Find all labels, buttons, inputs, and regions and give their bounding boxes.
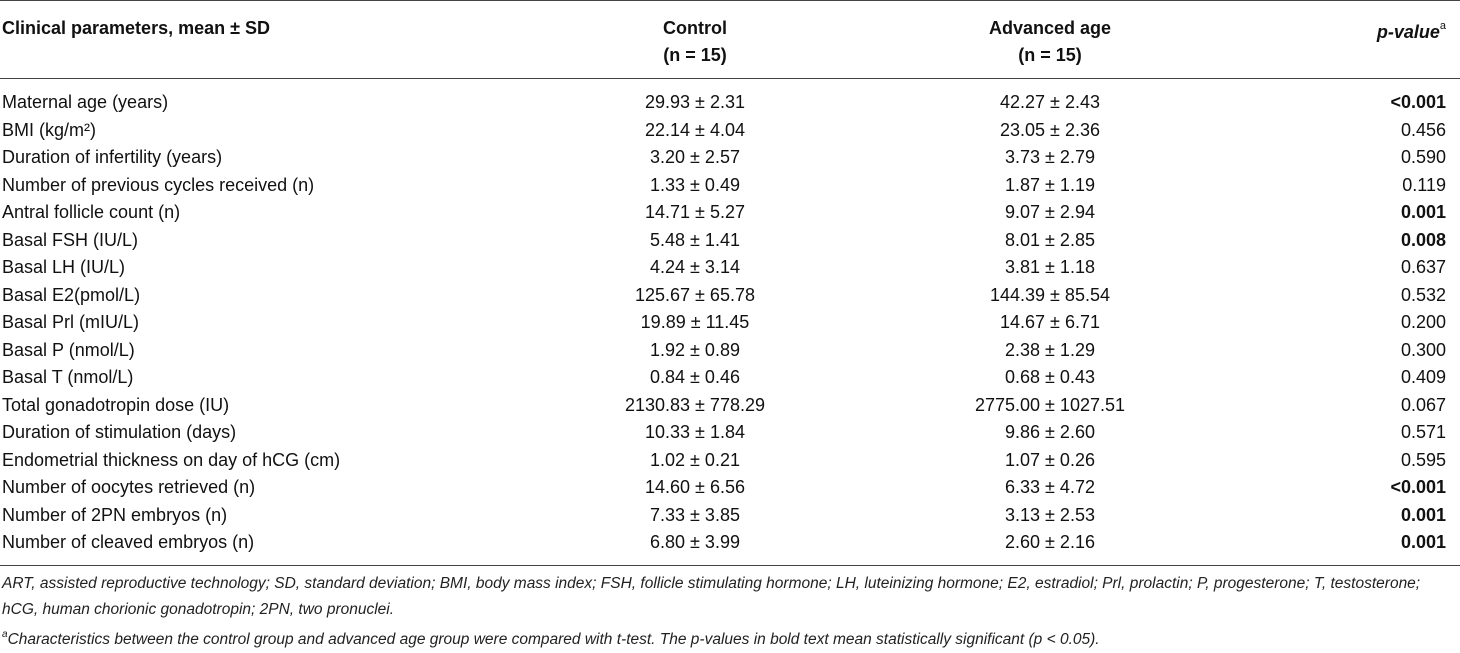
row-parameter: Duration of infertility (years) [2, 147, 223, 167]
table-row [0, 337, 1460, 365]
row-advanced-value: 2.38 ± 1.29 [1005, 339, 1095, 360]
row-control-value: 14.71 ± 5.27 [645, 202, 745, 222]
row-parameter: Basal P (nmol/L) [2, 339, 135, 360]
row-pvalue: 0.119 [1402, 174, 1446, 195]
row-pvalue: <0.001 [1390, 92, 1446, 112]
row-parameter: Endometrial thickness on day of hCG (cm) [2, 449, 341, 470]
row-advanced-value: 1.07 ± 0.26 [1005, 449, 1095, 470]
row-pvalue: 0.571 [1400, 422, 1446, 442]
row-advanced-value: 14.67 ± 6.71 [1000, 312, 1100, 332]
row-control-value: 1.92 ± 0.89 [650, 339, 740, 360]
table-row [0, 474, 1460, 502]
row-control-value: 19.89 ± 11.45 [640, 312, 750, 332]
table-row [0, 144, 1460, 172]
row-parameter: Basal LH (IU/L) [2, 257, 126, 277]
row-control-value: 4.24 ± 3.14 [650, 257, 740, 277]
row-control-value: 10.33 ± 1.84 [645, 422, 745, 442]
row-control-value: 7.33 ± 3.85 [650, 504, 740, 525]
row-pvalue: 0.001 [1400, 504, 1446, 525]
row-parameter: Number of oocytes retrieved (n) [2, 477, 256, 497]
row-pvalue: <0.001 [1390, 477, 1446, 497]
row-advanced-value: 2775.00 ± 1027.51 [974, 394, 1125, 415]
table-row [0, 309, 1460, 337]
row-pvalue: 0.532 [1400, 284, 1446, 305]
table-row [0, 502, 1460, 530]
row-control-value: 125.67 ± 65.78 [635, 284, 755, 305]
header-pvalue-footnote-marker: a [1439, 20, 1446, 32]
row-parameter: Maternal age (years) [2, 92, 169, 112]
row-pvalue: 0.067 [1400, 394, 1446, 415]
row-pvalue: 0.001 [1235, 529, 1460, 565]
row-control-value: 0.84 ± 0.46 [650, 367, 740, 387]
row-pvalue: 0.300 [1400, 339, 1446, 360]
row-advanced-value: 0.68 ± 0.43 [1005, 367, 1095, 387]
row-parameter: Basal E2(pmol/L) [2, 284, 141, 305]
table-row [0, 199, 1460, 227]
header-pvalue [1235, 1, 1460, 79]
row-control-value: 6.80 ± 3.99 [525, 529, 865, 565]
row-pvalue: 0.008 [1400, 229, 1446, 250]
row-advanced-value: 3.81 ± 1.18 [1005, 257, 1095, 277]
row-pvalue: 0.200 [1400, 312, 1446, 332]
row-parameter: Number of 2PN embryos (n) [2, 504, 228, 525]
row-advanced-value: 2.60 ± 2.16 [865, 529, 1235, 565]
header-advanced-n: (n = 15) [1018, 45, 1082, 65]
table-row [0, 254, 1460, 282]
header-control-label: Control [663, 18, 727, 38]
table-row [0, 282, 1460, 310]
row-parameter: Number of previous cycles received (n) [2, 174, 315, 195]
footnote-note-text: Characteristics between the control group and advanced age group were compared with t-test. The p-values in bold text mean statistically significant (p < 0.05). [7, 631, 1100, 649]
row-control-value: 1.33 ± 0.49 [650, 174, 740, 195]
table-row [0, 117, 1460, 145]
row-parameter: Basal T (nmol/L) [2, 367, 134, 387]
row-pvalue: 0.590 [1400, 147, 1446, 167]
row-advanced-value: 6.33 ± 4.72 [1005, 477, 1095, 497]
row-pvalue: 0.001 [1400, 202, 1446, 222]
row-advanced-value: 1.87 ± 1.19 [1005, 174, 1095, 195]
table-footnotes [2, 571, 1452, 653]
row-advanced-value: 3.73 ± 2.79 [1005, 147, 1095, 167]
row-parameter: Duration of stimulation (days) [2, 422, 237, 442]
table-header [0, 1, 1460, 79]
header-advanced-label: Advanced age [988, 18, 1112, 38]
table-row [0, 392, 1460, 420]
row-control-value: 3.20 ± 2.57 [650, 147, 740, 167]
row-parameter: BMI (kg/m²) [2, 119, 96, 140]
table-row [0, 227, 1460, 255]
header-control-n: (n = 15) [663, 45, 727, 65]
header-parameters [0, 1, 525, 79]
header-advanced-age [865, 1, 1235, 79]
row-control-value: 5.48 ± 1.41 [650, 229, 740, 250]
row-control-value: 29.93 ± 2.31 [645, 92, 745, 112]
row-pvalue: 0.409 [1400, 367, 1446, 387]
row-parameter: Antral follicle count (n) [2, 202, 181, 222]
row-advanced-value: 23.05 ± 2.36 [1000, 119, 1100, 140]
table-row [0, 172, 1460, 200]
row-control-value: 14.60 ± 6.56 [645, 477, 745, 497]
row-parameter: Total gonadotropin dose (IU) [2, 394, 230, 415]
row-advanced-value: 9.07 ± 2.94 [1005, 202, 1095, 222]
footnote-note-marker: a [2, 629, 8, 640]
table-row [0, 529, 1460, 565]
row-parameter: Basal Prl (mIU/L) [2, 312, 140, 332]
row-parameter: Basal FSH (IU/L) [2, 229, 139, 250]
row-advanced-value: 8.01 ± 2.85 [1005, 229, 1095, 250]
row-control-value: 2130.83 ± 778.29 [624, 394, 765, 415]
footnote-abbreviations: ART, assisted reproductive technology; SD, standard deviation; BMI, body mass index; FSH, follicle stimulating hormone; LH, luteinizing hormone; E2, estradiol; Prl, prolactin; P, progesterone; T, testosterone; hCG, human chorionic gonadotropin; 2PN, two pronuclei. [2, 575, 1421, 618]
row-control-value: 22.14 ± 4.04 [645, 119, 745, 140]
row-advanced-value: 9.86 ± 2.60 [1005, 422, 1095, 442]
header-pvalue-label: p-value [1376, 22, 1440, 42]
row-control-value: 1.02 ± 0.21 [650, 449, 740, 470]
table-row [0, 89, 1460, 117]
table-body [0, 79, 1460, 566]
table-row [0, 447, 1460, 475]
header-control [525, 1, 865, 79]
row-advanced-value: 3.13 ± 2.53 [1005, 504, 1095, 525]
header-parameters-label: Clinical parameters, mean ± SD [2, 18, 270, 38]
row-pvalue: 0.595 [1400, 449, 1446, 470]
table-row [0, 419, 1460, 447]
row-parameter: Number of cleaved embryos (n) [0, 529, 525, 565]
row-advanced-value: 42.27 ± 2.43 [1000, 92, 1100, 112]
row-advanced-value: 144.39 ± 85.54 [990, 284, 1110, 305]
row-pvalue: 0.637 [1400, 257, 1446, 277]
row-pvalue: 0.456 [1400, 119, 1446, 140]
footnote-note [2, 623, 1452, 653]
table-row [0, 364, 1460, 392]
table-spacer-row [0, 79, 1460, 90]
